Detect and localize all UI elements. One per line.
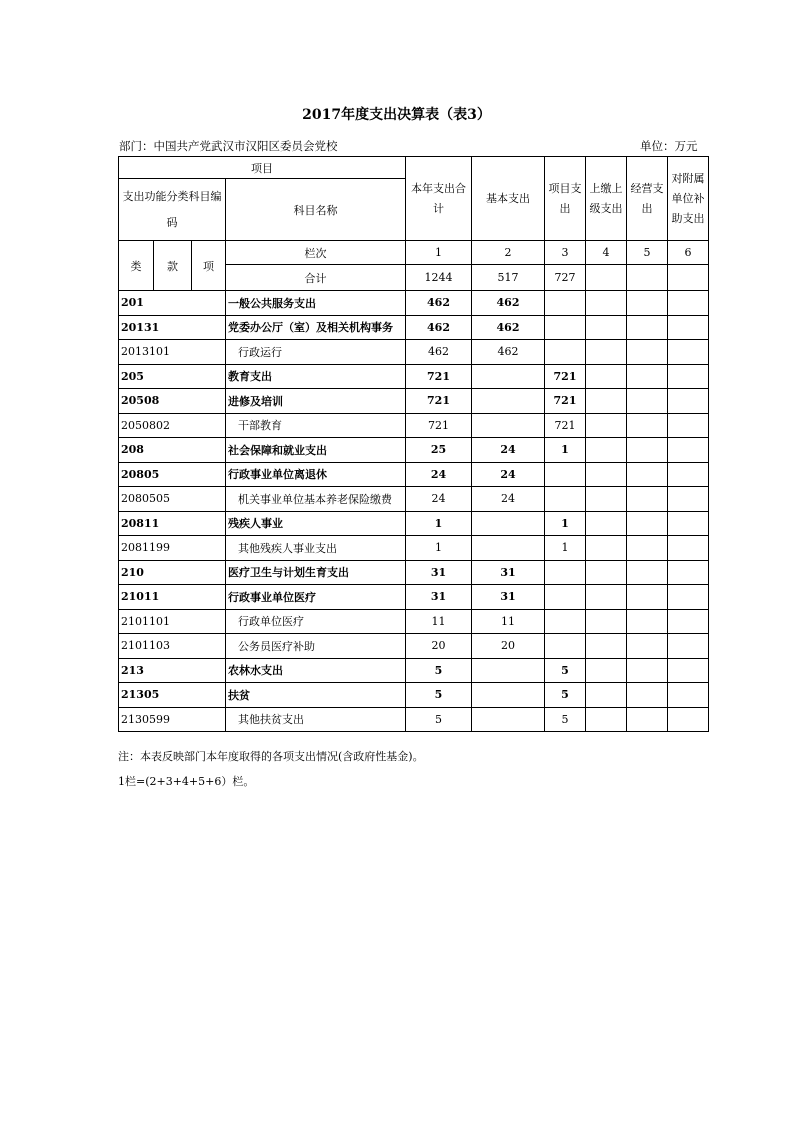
row-upper [586, 707, 627, 732]
row-code: 2050802 [119, 413, 226, 438]
row-code: 210 [119, 560, 226, 585]
row-code: 2130599 [119, 707, 226, 732]
row-name: 干部教育 [226, 413, 406, 438]
row-name: 行政事业单位离退休 [226, 462, 406, 487]
row-total: 462 [406, 291, 472, 316]
total-business [627, 265, 668, 291]
row-basic [472, 536, 545, 561]
row-business [627, 389, 668, 414]
row-project: 1 [545, 511, 586, 536]
header-col-total: 本年支出合计 [406, 157, 472, 241]
row-project [545, 634, 586, 659]
row-basic: 24 [472, 462, 545, 487]
row-code: 20805 [119, 462, 226, 487]
row-upper [586, 462, 627, 487]
row-name: 公务员医疗补助 [226, 634, 406, 659]
row-code: 2013101 [119, 340, 226, 365]
total-upper [586, 265, 627, 291]
row-code: 2101103 [119, 634, 226, 659]
header-xiang: 项 [192, 241, 226, 291]
table-row [119, 609, 709, 634]
header-col-upper: 上缴上级支出 [586, 157, 627, 241]
row-basic [472, 658, 545, 683]
row-code: 20811 [119, 511, 226, 536]
row-affiliate [668, 536, 709, 561]
row-business [627, 707, 668, 732]
table-row [119, 560, 709, 585]
row-business [627, 634, 668, 659]
table-row [119, 364, 709, 389]
footnote-2: 1栏=(2+3+4+5+6）栏。 [118, 775, 255, 788]
header-code-group: 支出功能分类科目编码 [119, 179, 226, 241]
row-name: 扶贫 [226, 683, 406, 708]
row-project: 5 [545, 683, 586, 708]
row-project: 721 [545, 413, 586, 438]
row-project [545, 462, 586, 487]
row-basic: 31 [472, 585, 545, 610]
row-code: 205 [119, 364, 226, 389]
row-upper [586, 634, 627, 659]
table-row [119, 315, 709, 340]
row-affiliate [668, 413, 709, 438]
row-total: 462 [406, 340, 472, 365]
row-business [627, 315, 668, 340]
row-business [627, 511, 668, 536]
row-name: 行政事业单位医疗 [226, 585, 406, 610]
row-basic: 24 [472, 438, 545, 463]
row-name: 党委办公厅（室）及相关机构事务 [226, 315, 406, 340]
row-business [627, 462, 668, 487]
footnote-1: 注：本表反映部门本年度取得的各项支出情况(含政府性基金)。 [118, 750, 424, 763]
row-upper [586, 413, 627, 438]
row-project: 721 [545, 389, 586, 414]
row-name: 其他残疾人事业支出 [226, 536, 406, 561]
page-title: 2017年度支出决算表（表3） [302, 107, 491, 123]
row-upper [586, 487, 627, 512]
row-affiliate [668, 389, 709, 414]
row-basic: 462 [472, 315, 545, 340]
row-upper [586, 609, 627, 634]
unit-label: 单位：万元 [640, 139, 698, 153]
row-basic: 462 [472, 291, 545, 316]
table-row [119, 511, 709, 536]
header-n3: 3 [545, 241, 586, 265]
header-n5: 5 [627, 241, 668, 265]
row-upper [586, 585, 627, 610]
row-basic [472, 707, 545, 732]
total-basic: 517 [472, 265, 545, 291]
row-name: 行政单位医疗 [226, 609, 406, 634]
row-code: 208 [119, 438, 226, 463]
header-kuan: 款 [154, 241, 192, 291]
row-upper [586, 364, 627, 389]
header-lanci: 栏次 [226, 241, 406, 265]
row-total: 25 [406, 438, 472, 463]
header-n2: 2 [472, 241, 545, 265]
row-total: 11 [406, 609, 472, 634]
row-upper [586, 658, 627, 683]
row-affiliate [668, 291, 709, 316]
row-affiliate [668, 683, 709, 708]
header-col-basic: 基本支出 [472, 157, 545, 241]
row-project [545, 315, 586, 340]
header-name: 科目名称 [226, 179, 406, 241]
total-project: 727 [545, 265, 586, 291]
row-project [545, 560, 586, 585]
total-total: 1244 [406, 265, 472, 291]
header-n4: 4 [586, 241, 627, 265]
row-project [545, 487, 586, 512]
row-project: 5 [545, 707, 586, 732]
table-row [119, 658, 709, 683]
row-project [545, 585, 586, 610]
table-row [119, 707, 709, 732]
row-basic: 24 [472, 487, 545, 512]
row-business [627, 560, 668, 585]
row-basic [472, 683, 545, 708]
row-total: 462 [406, 315, 472, 340]
row-total: 24 [406, 487, 472, 512]
row-basic [472, 389, 545, 414]
row-business [627, 487, 668, 512]
row-total: 721 [406, 389, 472, 414]
row-basic [472, 413, 545, 438]
row-affiliate [668, 585, 709, 610]
row-code: 2081199 [119, 536, 226, 561]
table-row [119, 536, 709, 561]
row-name: 残疾人事业 [226, 511, 406, 536]
row-affiliate [668, 707, 709, 732]
row-affiliate [668, 438, 709, 463]
row-affiliate [668, 609, 709, 634]
header-n1: 1 [406, 241, 472, 265]
row-project: 5 [545, 658, 586, 683]
row-upper [586, 511, 627, 536]
row-name: 教育支出 [226, 364, 406, 389]
row-business [627, 291, 668, 316]
row-business [627, 438, 668, 463]
table-row [119, 389, 709, 414]
row-project [545, 609, 586, 634]
table-row [119, 462, 709, 487]
table-row [119, 340, 709, 365]
row-name: 机关事业单位基本养老保险缴费 [226, 487, 406, 512]
row-total: 20 [406, 634, 472, 659]
row-basic: 11 [472, 609, 545, 634]
row-project [545, 340, 586, 365]
row-code: 2080505 [119, 487, 226, 512]
row-affiliate [668, 340, 709, 365]
row-name: 社会保障和就业支出 [226, 438, 406, 463]
table-row [119, 634, 709, 659]
row-affiliate [668, 364, 709, 389]
row-business [627, 340, 668, 365]
header-n6: 6 [668, 241, 709, 265]
row-affiliate [668, 487, 709, 512]
row-affiliate [668, 634, 709, 659]
row-code: 2101101 [119, 609, 226, 634]
total-affiliate [668, 265, 709, 291]
row-code: 213 [119, 658, 226, 683]
row-name: 进修及培训 [226, 389, 406, 414]
row-upper [586, 536, 627, 561]
table-row [119, 683, 709, 708]
header-item: 项目 [119, 157, 406, 179]
row-business [627, 609, 668, 634]
row-project: 1 [545, 438, 586, 463]
row-name: 医疗卫生与计划生育支出 [226, 560, 406, 585]
row-code: 20508 [119, 389, 226, 414]
table-row [119, 585, 709, 610]
row-business [627, 658, 668, 683]
row-total: 721 [406, 413, 472, 438]
row-code: 20131 [119, 315, 226, 340]
row-total: 31 [406, 560, 472, 585]
row-total: 5 [406, 658, 472, 683]
header-col-project: 项目支出 [545, 157, 586, 241]
row-upper [586, 683, 627, 708]
expenditure-table [118, 156, 709, 732]
header-col-affiliate: 对附属单位补助支出 [668, 157, 709, 241]
row-code: 201 [119, 291, 226, 316]
row-name: 农林水支出 [226, 658, 406, 683]
row-upper [586, 560, 627, 585]
row-basic: 20 [472, 634, 545, 659]
row-business [627, 364, 668, 389]
row-name: 一般公共服务支出 [226, 291, 406, 316]
row-affiliate [668, 560, 709, 585]
row-basic [472, 511, 545, 536]
row-project: 721 [545, 364, 586, 389]
total-label: 合计 [226, 265, 406, 291]
row-total: 5 [406, 707, 472, 732]
row-affiliate [668, 658, 709, 683]
row-code: 21305 [119, 683, 226, 708]
department-label: 部门：中国共产党武汉市汉阳区委员会党校 [119, 139, 338, 153]
table-row [119, 413, 709, 438]
row-business [627, 585, 668, 610]
row-total: 24 [406, 462, 472, 487]
row-upper [586, 291, 627, 316]
row-business [627, 413, 668, 438]
table-row [119, 487, 709, 512]
row-upper [586, 389, 627, 414]
row-upper [586, 315, 627, 340]
row-basic: 462 [472, 340, 545, 365]
row-total: 1 [406, 511, 472, 536]
row-upper [586, 340, 627, 365]
row-basic: 31 [472, 560, 545, 585]
table-row [119, 291, 709, 316]
row-total: 721 [406, 364, 472, 389]
header-col-business: 经营支出 [627, 157, 668, 241]
row-code: 21011 [119, 585, 226, 610]
row-business [627, 683, 668, 708]
row-business [627, 536, 668, 561]
row-total: 5 [406, 683, 472, 708]
row-name: 行政运行 [226, 340, 406, 365]
row-affiliate [668, 462, 709, 487]
row-upper [586, 438, 627, 463]
row-basic [472, 364, 545, 389]
row-affiliate [668, 315, 709, 340]
row-name: 其他扶贫支出 [226, 707, 406, 732]
row-project [545, 291, 586, 316]
table-row [119, 438, 709, 463]
row-total: 1 [406, 536, 472, 561]
row-affiliate [668, 511, 709, 536]
row-total: 31 [406, 585, 472, 610]
row-project: 1 [545, 536, 586, 561]
header-lei: 类 [119, 241, 154, 291]
